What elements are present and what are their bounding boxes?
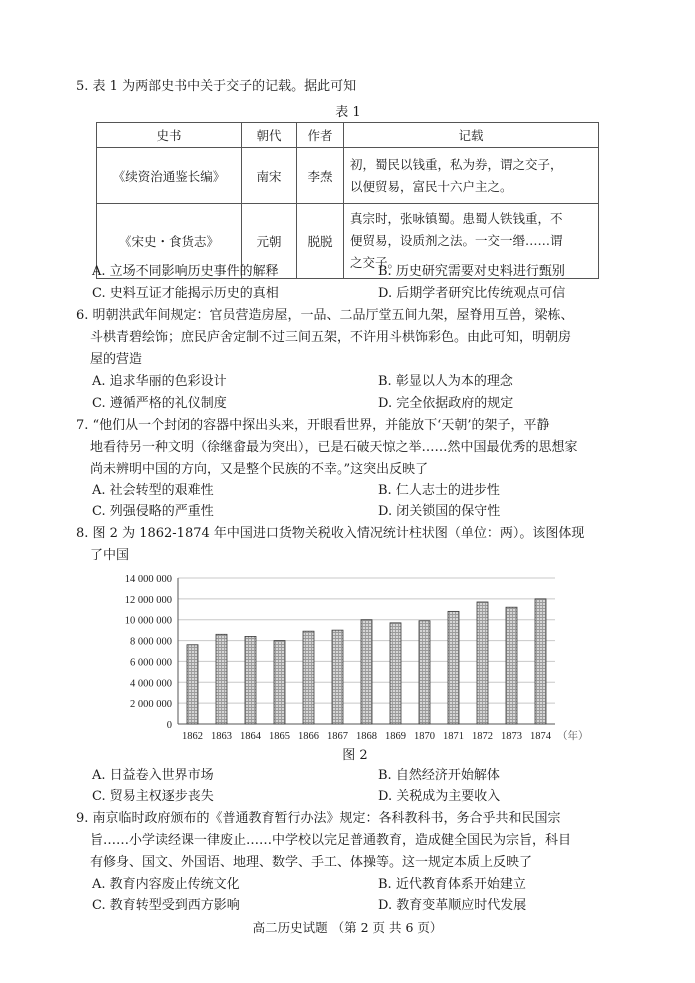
q5-option-d: D. 后期学者研究比传统观点可信 (378, 286, 566, 301)
cell-dynasty: 元朝 (242, 204, 297, 279)
bar (216, 634, 227, 724)
x-tick-label: 1868 (356, 731, 377, 742)
q9-option-a: A. 教育内容废止传统文化 (92, 877, 240, 892)
y-tick-label: 14 000 000 (124, 574, 172, 585)
cell-author: 脱脱 (297, 204, 344, 279)
table-row (97, 148, 599, 204)
cell-dynasty: 南宋 (242, 148, 297, 204)
q7-stem-line: 地看待另一种文明（徐继畲最为突出），已是石破天惊之举……然中国最优秀的思想家 (90, 440, 578, 455)
q5-option-b: B. 历史研究需要对史料进行甄别 (378, 264, 565, 279)
q5-option-a: A. 立场不同影响历史事件的解释 (92, 264, 279, 279)
q9-option-b: B. 近代教育体系开始建立 (378, 877, 526, 892)
figure-caption: 图 2 (342, 748, 368, 763)
record-line: 以便贸易，富民十六户主之。 (350, 178, 513, 194)
q9-stem-line: 9. 南京临时政府颁布的《普通教育暂行办法》规定：各科教科书，务合乎共和民国宗 (76, 811, 561, 826)
y-tick-label: 12 000 000 (124, 594, 172, 606)
x-tick-label: 1871 (443, 731, 464, 742)
bar (477, 602, 488, 724)
y-tick-label: 8 000 000 (130, 636, 172, 648)
bar (274, 641, 285, 724)
cell-author: 李焘 (297, 148, 344, 204)
record-line: 便贸易，设质剂之法。一交一缗……谓 (350, 233, 563, 248)
q8-option-c: C. 贸易主权逐步丧失 (92, 789, 214, 804)
bar (332, 630, 343, 724)
q5-stem: 5. 表 1 为两部史书中关于交子的记载。据此可知 (76, 79, 357, 94)
q6-option-b: B. 彰显以人为本的理念 (378, 374, 513, 389)
q7-stem-line: 7. “他们从一个封闭的容器中探出头来，开眼看世界，并能放下‘天朝’的架子，平静 (76, 418, 550, 433)
q8-option-b: B. 自然经济开始解体 (378, 768, 500, 783)
header-author: 作者 (297, 123, 344, 148)
q6-option-d: D. 完全依据政府的规定 (378, 396, 514, 411)
x-tick-label: 1866 (298, 731, 319, 742)
y-tick-label: 4 000 000 (130, 678, 172, 690)
y-tick-label: 10 000 000 (124, 615, 172, 627)
table-header-row (97, 123, 599, 148)
cell-record (344, 148, 599, 204)
x-tick-label: 1867 (327, 731, 348, 742)
header-dynasty: 朝代 (242, 123, 297, 148)
record-line: 初，蜀民以钱重，私为券，谓之交子， (350, 156, 563, 172)
page-footer: 高二历史试题 （第 2 页 共 6 页） (252, 920, 443, 935)
x-tick-label: 1872 (472, 731, 493, 742)
q9-stem-line: 有修身、国文、外国语、地理、数学、手工、体操等。这一规定本质上反映了 (90, 855, 533, 870)
record-line: 真宗时，张咏镇蜀。患蜀人铁钱重，不 (350, 211, 563, 226)
header-book: 史书 (97, 123, 242, 148)
cell-book: 《续资治通鉴长编》 (97, 148, 242, 204)
q8-option-a: A. 日益卷入世界市场 (92, 768, 214, 783)
x-tick-label: 1863 (211, 731, 232, 742)
x-tick-label: 1864 (240, 731, 261, 742)
q7-option-a: A. 社会转型的艰难性 (92, 483, 214, 498)
bar (390, 623, 401, 724)
q6-option-a: A. 追求华丽的色彩设计 (92, 374, 227, 389)
q6-stem-line: 斗栱青碧绘饰；庶民庐舍定制不过三间五架，不许用斗栱饰彩色。由此可知，明朝房 (90, 330, 572, 345)
bar (187, 645, 198, 724)
q8-option-d: D. 关税成为主要收入 (378, 789, 501, 804)
chart-svg (100, 568, 620, 758)
bar (419, 621, 430, 724)
q6-stem-line: 6. 明朝洪武年间规定：官员营造房屋，一品、二品厅堂五间九架，屋脊用互兽，梁栋、 (76, 308, 574, 323)
q6-stem-line: 屋的营造 (90, 352, 143, 367)
x-tick-label: 1874 (530, 731, 551, 742)
q7-stem-line: 尚未辨明中国的方向，又是整个民族的不幸。”这突出反映了 (90, 462, 429, 477)
y-tick-label: 0 (166, 720, 172, 731)
x-axis-unit: （年） (557, 731, 589, 742)
q8-stem-line: 了中国 (90, 548, 130, 563)
q9-option-d: D. 教育变革顺应时代发展 (378, 898, 527, 913)
bar (506, 607, 517, 724)
bar (245, 636, 256, 724)
record-line: 之交子。 (350, 255, 401, 270)
header-record: 记载 (344, 123, 599, 148)
table-caption: 表 1 (335, 105, 361, 120)
y-tick-label: 6 000 000 (130, 657, 172, 669)
bar (303, 631, 314, 724)
x-tick-label: 1865 (269, 731, 290, 742)
y-tick-label: 2 000 000 (130, 699, 172, 711)
bar (535, 599, 546, 724)
tariff-bar-chart (100, 568, 620, 758)
q7-option-b: B. 仁人志士的进步性 (378, 483, 500, 498)
cell-book: 《宋史・食货志》 (97, 204, 242, 279)
records-table (96, 122, 599, 279)
bar (448, 611, 459, 724)
q6-option-c: C. 遵循严格的礼仪制度 (92, 396, 227, 411)
x-tick-label: 1869 (385, 731, 406, 742)
q9-option-c: C. 教育转型受到西方影响 (92, 898, 240, 913)
x-tick-label: 1873 (501, 731, 522, 742)
q7-option-c: C. 列强侵略的严重性 (92, 504, 214, 519)
bar (361, 620, 372, 724)
x-tick-label: 1870 (414, 731, 435, 742)
q5-option-c: C. 史料互证才能揭示历史的真相 (92, 286, 279, 301)
x-tick-label: 1862 (182, 731, 203, 742)
q9-stem-line: 旨……小学读经课一律废止……中学校以完足普通教育，造成健全国民为宗旨，科目 (90, 833, 572, 848)
q7-option-d: D. 闭关锁国的保守性 (378, 504, 501, 519)
q8-stem-line: 8. 图 2 为 1862-1874 年中国进口货物关税收入情况统计柱状图（单位：两）。该图体现 (76, 526, 585, 541)
